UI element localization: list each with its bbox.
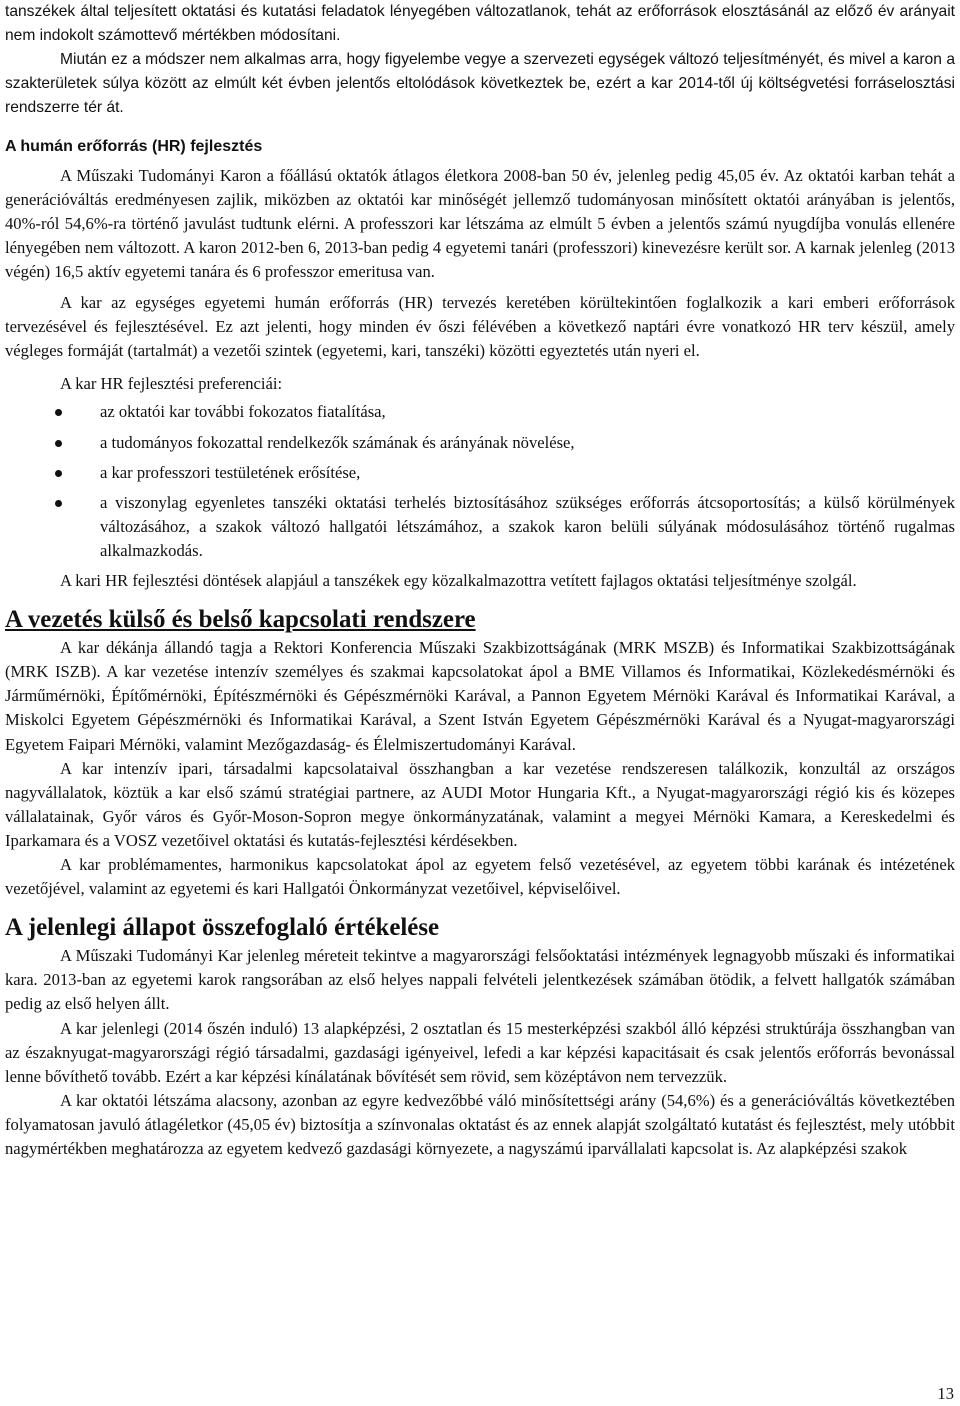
paragraph-relations-3: A kar problémamentes, harmonikus kapcsolatokat ápol az egyetem felső vezetésével, az egyetem többi karának és intézetének vezetőjével, valamint az egyetemi és kari Hallgatói Önkormányzat vezetőivel, képviselőivel.	[5, 855, 955, 899]
heading-summary: A jelenlegi állapot összefoglaló értékelése	[5, 914, 440, 942]
document-page	[5, 0, 955, 1161]
paragraph-method: Miután ez a módszer nem alkalmas arra, hogy figyelembe vegye a szervezeti egységek változó teljesítményét, és mivel a karon a szakterületek súlya között az elmúlt két évben jelentős eltolódások következtek be, ezért a kar 2014-től új költségvetési forráselosztási rendszerre tér át.	[5, 51, 955, 117]
paragraph-relations-1: A kar dékánja állandó tagja a Rektori Konferencia Műszaki Szakbizottságának (MRK MSZB) és Informatikai Szakbizottságának (MRK ISZB). A kar vezetése intenzív személyes és szakmai kapcsolatokat ápol a BME Villamos és Informatikai, Közlekedésmérnöki és Járműmérnöki, Építőmérnöki, Építészmérnöki és Gépészmérnöki Karával, a Pannon Egyetem Mérnöki Karával és Informatikai Karával, a Miskolci Egyetem Gépészmérnöki és Informatikai Karával, a Szent István Egyetem Gépészmérnöki Karával és a Nyugat-magyarországi Egyetem Faipari Mérnöki, valamint Mezőgazdaság- és Élelmiszertudományi Karával.	[5, 638, 955, 754]
list-item: a tudományos fokozattal rendelkezők számának és arányának növelése,	[5, 431, 955, 455]
list-item: az oktatói kar további fokozatos fiatalítása,	[5, 400, 955, 424]
heading-relations: A vezetés külső és belső kapcsolati rendszere	[5, 606, 476, 634]
hr-detail-text: Az oktatói karban tehát a generációváltás eredményesen zajlik, miközben az oktatói kar minőségét jellemző tudományosan minősített oktatói arányában is jelentős, 40%-ról 54,6%-ra történő javulást tudtunk elérni. A professzori kar létszáma az elmúlt 5 évben a jelentős számú nyugdíjba vonulás ellenére lényegében nem változott. A karon 2012-ben 6, 2013-ban pedig 4 egyetemi tanári (professzori) kinevezésre került sor. A karnak jelenleg (2013 végén) 16,5 aktív egyetemi tanára és 6 professzor emeritusa van.	[5, 165, 956, 281]
hr-preferences-list	[5, 400, 955, 563]
list-item: a viszonylag egyenletes tanszéki oktatási terhelés biztosításához szükséges erőforrás átcsoportosítás; a külső körülmények változásához, a szakok változó hallgatói létszámához, a szakok karon belüli súlyának módosulásához történő rugalmas alkalmazkodás.	[5, 491, 955, 563]
bullet-icon	[55, 440, 62, 447]
paragraph-summary-1: A Műszaki Tudományi Kar jelenleg méreteit tekintve a magyarországi felsőoktatási intézmények legnagyobb műszaki és informatikai kara. 2013-ban az egyetemi karok rangsorában az első helyes nappali felvételi jelentkezések számában ötödik, a felvett hallgatók számában pedig az első helyen állt.	[5, 946, 955, 1014]
paragraph-continuation: tanszékek által teljesített oktatási és kutatási feladatok lényegében változatlanok, tehát az erőforrások elosztásánál az előző év arányait nem indokolt számottevő mértékben módosítani.	[5, 3, 955, 45]
paragraph-summary-3: A kar oktatói létszáma alacsony, azonban az egyre kedvezőbbé váló minősítettségi arány (54,6%) és a generációváltás következtében folyamatosan javuló átlagéletkor (45,05 év) biztosítja a színvonalas oktatást és az ennek alapját szolgáltató kutatást és fejlesztést, mely utóbbit nagymértékben meghatározza az egyetem kedvező gazdasági környezete, a nagyszámú iparvállalati kapcsolat is. Az alapképzési szakok	[5, 1090, 955, 1159]
bullet-icon	[55, 500, 62, 507]
paragraph-hr-age	[5, 164, 955, 284]
bullet-icon	[55, 470, 62, 477]
paragraph-relations-2: A kar intenzív ipari, társadalmi kapcsolataival összhangban a kar vezetése rendszeresen találkozik, konzultál az országos nagyvállalatok, köztük a kar első számú stratégiai partnere, az AUDI Motor Hungaria Kft., a Nyugat-magyarországi régió kis és közepes vállalatainak, Győr város és Győr-Moson-Sopron megye önkormányzatának, valamint a megyei Mérnöki Kamara, a Kereskedelmi és Iparkamara és a VOSZ vezetőivel oktatási és kutatás-fejlesztési kérdésekben.	[5, 758, 955, 850]
hr-age-text: A Műszaki Tudományi Karon a főállású oktatók átlagos életkora 2008-ban 50 év, jelenleg pedig 45,05 év.	[60, 165, 779, 185]
page-number: 13	[937, 1384, 954, 1403]
heading-hr: A humán erőforrás (HR) fejlesztés	[5, 138, 263, 156]
list-item: a kar professzori testületének erősítése,	[5, 461, 955, 485]
paragraph-hr-decisions: A kari HR fejlesztési döntések alapjául a tanszékek egy közalkalmazottra vetített fajlagos oktatási teljesítménye szolgál.	[60, 570, 857, 590]
paragraph-summary-2: A kar jelenlegi (2014 őszén induló) 13 alapképzési, 2 osztatlan és 15 mesterképzési szakból álló képzési struktúrája összhangban van az északnyugat-magyarországi régió társadalmi, gazdasági igényeivel, lefedi a kar képzési kapacitásait és csak jelentős erőforrás bevonással lenne bővíthető tovább. Ezért a kar képzési kínálatának bővítését sem rövid, sem középtávon nem tervezzük.	[5, 1018, 955, 1086]
hr-preferences-intro: A kar HR fejlesztési preferenciái:	[60, 374, 283, 394]
bullet-icon	[55, 409, 62, 416]
paragraph-hr-plan: A kar az egységes egyetemi humán erőforrás (HR) tervezés keretében körültekintően foglalkozik a kari emberi erőforrások tervezésével és fejlesztésével. Ez azt jelenti, hogy minden év őszi félévében a következő naptári évre vonatkozó HR terv készül, amely végleges formáját (tartalmát) a vezetői szintek (egyetemi, kari, tanszéki) közötti egyeztetés után nyeri el.	[5, 293, 955, 361]
